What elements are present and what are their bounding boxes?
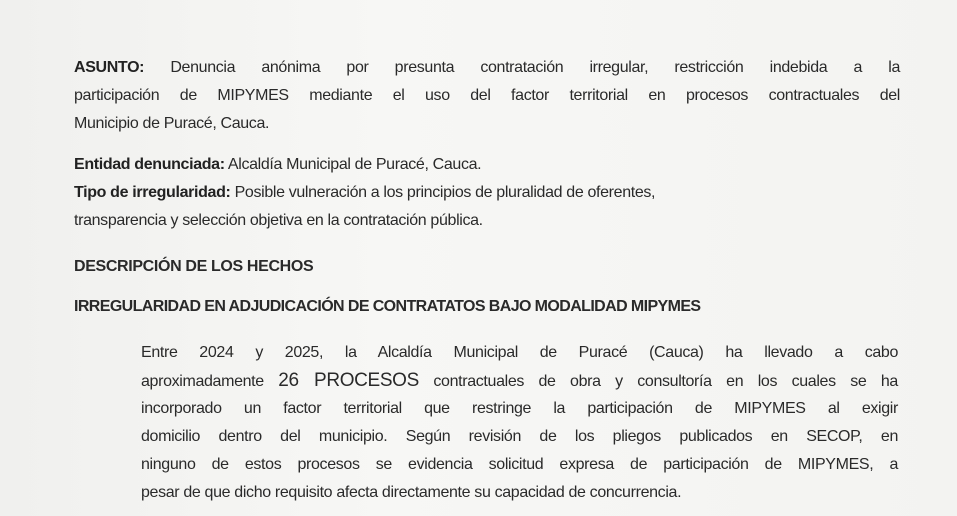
procesos-count: 26 PROCESOS xyxy=(278,370,419,391)
tipo-line-1 xyxy=(74,183,655,203)
tipo-line-2: transparencia y selección objetiva en la contratación pública. xyxy=(74,212,483,229)
asunto-line-1 xyxy=(74,58,900,78)
entidad-line xyxy=(74,155,481,175)
paragraph-text: aproximadamente xyxy=(141,373,264,390)
paragraph-line-1: Entre 2024 y 2025, la Alcaldía Municipal de Puracé (Cauca) ha llevado a cabo xyxy=(141,344,898,361)
asunto-line-3: Municipio de Puracé, Cauca. xyxy=(74,115,270,132)
asunto-line-2: participación de MIPYMES mediante el uso del factor territorial en procesos contractuales del xyxy=(74,87,900,104)
asunto-label: ASUNTO: xyxy=(74,59,145,76)
entidad-value: Alcaldía Municipal de Puracé, Cauca. xyxy=(227,156,482,173)
tipo-value: Posible vulneración a los principios de pluralidad de oferentes, xyxy=(234,184,656,201)
tipo-label: Tipo de irregularidad: xyxy=(74,184,231,201)
heading-irregularidad: IRREGULARIDAD EN ADJUDICACIÓN DE CONTRATATOS BAJO MODALIDAD MIPYMES xyxy=(74,298,701,315)
asunto-text: Denuncia anónima por presunta contratación irregular, restricción indebida a la xyxy=(170,59,900,76)
paragraph-line-5: ninguno de estos procesos se evidencia solicitud expresa de participación de MIPYMES, a xyxy=(141,456,898,473)
heading-descripcion: DESCRIPCIÓN DE LOS HECHOS xyxy=(74,258,314,275)
paragraph-text: contractuales de obra y consultoría en los cuales se ha xyxy=(433,373,898,390)
paragraph-line-3: incorporado un factor territorial que restringe la participación de MIPYMES al exigir xyxy=(141,400,898,417)
entidad-label: Entidad denunciada: xyxy=(74,156,225,173)
paragraph-line-2 xyxy=(141,371,898,392)
paragraph-line-6: pesar de que dicho requisito afecta directamente su capacidad de concurrencia. xyxy=(141,484,682,501)
paragraph-line-4: domicilio dentro del municipio. Según revisión de los pliegos publicados en SECOP, en xyxy=(141,428,898,445)
